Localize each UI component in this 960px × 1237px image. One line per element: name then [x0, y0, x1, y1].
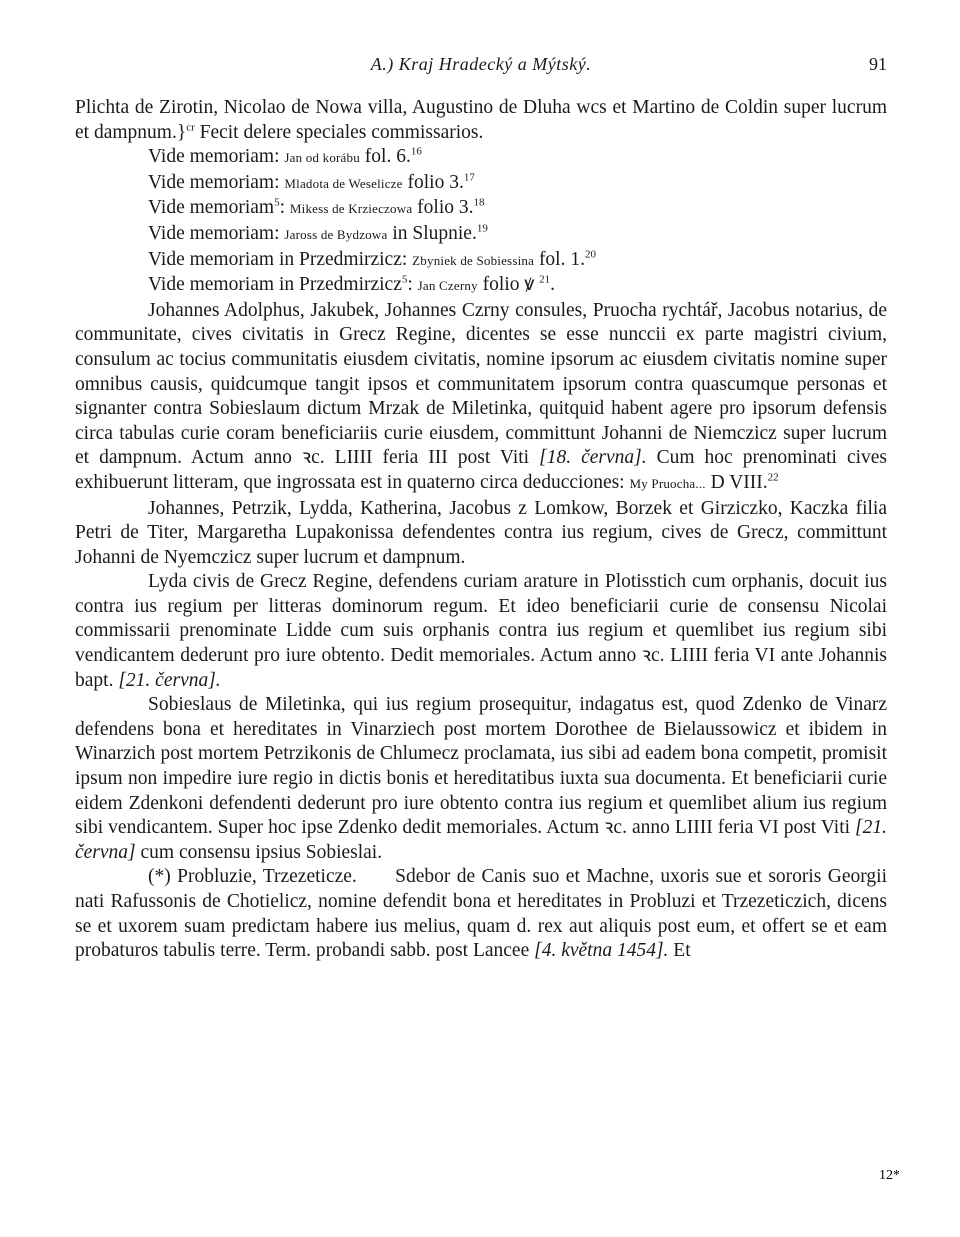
paragraph-johannes-petrzik: Johannes, Petrzik, Lydda, Katherina, Jacobus z Lomkow, Borzek et Girziczko, Kaczka filia Petri de Titer, Margaretha Lupakonissa defendentes contra ius regium, cives de Grecz, committunt Johanni de Nyemczicz super lucrum et dampnum.: [75, 497, 887, 568]
memoriam-line: Vide memoriam: Jaross de Bydzowa in Slupnie.$^{19}$: [148, 222, 488, 244]
memoriam-line: Vide memoriam in Przedmirzicz: Zbyniek de Sobiessina fol. 1.20: [148, 248, 596, 270]
memoriam-line: Vide memoriam in Przedmirzicz$^5$: Jan Czerny folio ꝟ $^{21}$.: [148, 273, 555, 296]
memoriam-line: Vide memoriam: Mladota de Weselicze folio 3.17: [148, 171, 475, 193]
document-page: [75, 52, 892, 964]
document-body: [75, 96, 892, 964]
paragraph-continuation: Plichta de Zirotin, Nicolao de Nowa villa, Augustino de Dluha wcs et Martino de Coldin super lucrum et dampnum.}$^{cr}$ Fecit delere speciales commissarios.: [75, 97, 887, 143]
header-title: A.) Kraj Hradecký a Mýtský.: [370, 54, 592, 74]
signature-mark: 12*: [879, 1168, 900, 1183]
abbreviation-glyph-icon: ꝟ: [524, 274, 535, 296]
memoriam-line: Vide memoriam: Jan od korábu fol. 6.16: [148, 145, 422, 168]
page-number: 91: [869, 54, 887, 74]
running-header: [75, 52, 887, 82]
paragraph-probluzie: (*) Probluzie, Trzezeticze. Sdebor de Canis suo et Machne, uxoris sue et sororis Georgii nati Rafussonis de Chotielicz, nomine defendit bona et hereditates in Probluzi et Trzezeticzich, dicens se et uxorem suam predictam habere ius melius, quam d. rex aut aliquis post eum, et offert se et eam probaturos tabulis terre. Term. probandi sabb. post Lancee [4. května 1454]. Et: [75, 866, 892, 962]
paragraph-johannes-adolphus: Johannes Adolphus, Jakubek, Johannes Czrny consules, Pruocha rychtář, Jacobus notarius, de communitate, cives civitatis in Grecz Regine, dicentes se esse nunccii ex parte magistri civium, consulum ac tocius communitatis eiusdem civitatis, nomine ipsorum ac eiusdem civitatis nomine super omnibus causis, quidcumque tangit ipsos et communitatem ipsorum contra quascumque personas et signanter contra Sobieslaum dictum Mrzak de Miletinka, quitquid habent agere pro ipsorum defensis circa tabulas curie coram beneficiariis curie eiusdem, committunt Johanni de Niemczicz super lucrum et dampnum. Actum anno ꝛc. LIIII feria III post Viti [18. června]. Cum hoc prenominati cives exhibuerunt litteram, que ingrossata est in quaterno circa deducciones: My Pruocha... D VIII.$^{22}$: [75, 299, 888, 493]
paragraph-sobieslaus: Sobieslaus de Miletinka, qui ius regium prosequitur, indagatus est, quod Zdenko de Vinarz defendens bona et hereditates in Vinarziech post mortem Dorothee de Bielaussowicz et ibidem in Winarzich post mortem Petrzikonis de Chlumecz proclamata, ius sibi ad eadem bona competit, promisit ipsum non impedire iure regio in dictis bonis et hereditatibus iuxta sua documenta. Et beneficiarii curie eidem Zdenkoni defendenti dederunt pro iure obtento contra ius regium et quemlibet alium ius regium sibi vendicantem. Super hoc ipse Zdenko dedit memoriales. Actum ꝛc. anno LIIII feria VI post Viti [21. června] cum consensu ipsius Sobieslai.: [75, 694, 887, 863]
memoriam-line: Vide memoriam$^5$: Mikess de Krzieczowa folio 3.18: [148, 196, 485, 219]
paragraph-lyda: Lyda civis de Grecz Regine, defendens curiam arature in Plotisstich cum orphanis, docuit ius contra ius regium per litteras dominorum regum. Et ideo beneficiarii curie de consensu Nicolai commissarii prenominate Lidde cum suis orphanis contra ius regium et quemlibet ius regium sibi vendicantem dederunt pro iure obtento. Dedit memoriales. Actum anno ꝛc. LIIII feria VI ante Johannis bapt. [21. června].: [75, 571, 887, 691]
